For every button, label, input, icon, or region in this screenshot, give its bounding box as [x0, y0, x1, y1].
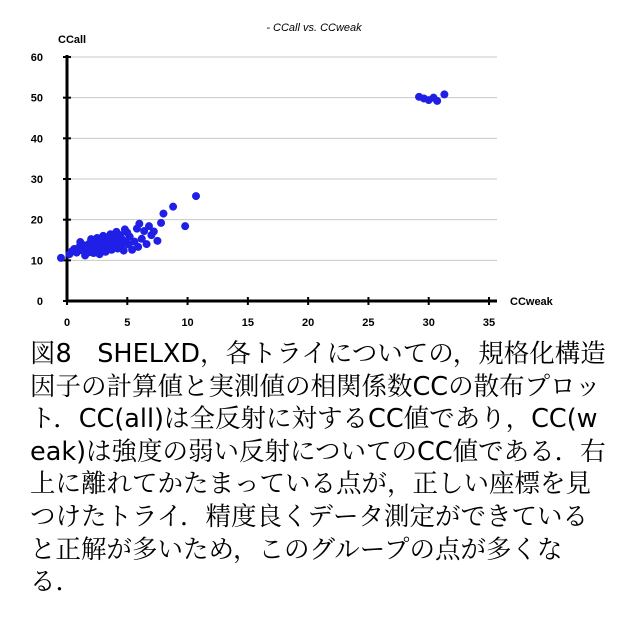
- y-tick-label: 50: [30, 92, 43, 105]
- data-point: [135, 220, 143, 228]
- chart-gridlines: [67, 57, 497, 260]
- data-point: [440, 90, 448, 98]
- data-point: [134, 243, 142, 251]
- y-tick-label: 0: [36, 296, 43, 308]
- x-tick-label: 5: [124, 317, 131, 329]
- data-point: [169, 203, 177, 211]
- x-tick-label: 35: [482, 317, 496, 329]
- x-axis-title: CCweak: [510, 296, 553, 308]
- x-tick-label: 20: [302, 317, 315, 329]
- data-point: [150, 227, 158, 235]
- x-tick-label: 25: [362, 317, 375, 329]
- data-point: [192, 192, 200, 200]
- x-tick-labels: [64, 317, 495, 329]
- figure-caption: 図8 SHELXD，各トライについての，規格化構造因子の計算値と実測値の相関係数CCの散布プロット．CC(all)は全反射に対するCC値であり，CC(weak)は強度の弱い反射についてのCC値である．右上に離れてかたまっている点が，正しい座標を見つけたトライ．精度良くデータ測定ができていると正解が多いため，このグループの点が多くなる．: [30, 339, 606, 598]
- data-point: [159, 210, 167, 218]
- y-tick-label: 10: [30, 255, 43, 268]
- chart-title: - CCall vs. CCweak: [266, 22, 362, 34]
- data-point: [143, 240, 151, 248]
- x-tick-label: 30: [422, 317, 435, 329]
- y-tick-labels: [31, 52, 43, 308]
- x-tick-label: 10: [181, 317, 194, 329]
- data-points: [57, 90, 448, 261]
- chart-axes: [63, 55, 497, 305]
- y-tick-label: 60: [30, 52, 43, 64]
- data-point: [153, 237, 161, 245]
- y-tick-label: 20: [30, 214, 43, 227]
- x-tick-label: 15: [241, 317, 254, 329]
- y-tick-label: 40: [30, 133, 43, 146]
- data-point: [57, 254, 65, 262]
- data-point: [433, 97, 441, 105]
- x-tick-label: 0: [63, 317, 71, 329]
- y-tick-label: 30: [30, 174, 43, 186]
- data-point: [157, 219, 165, 227]
- y-axis-title: CCall: [58, 34, 87, 46]
- data-point: [181, 222, 189, 230]
